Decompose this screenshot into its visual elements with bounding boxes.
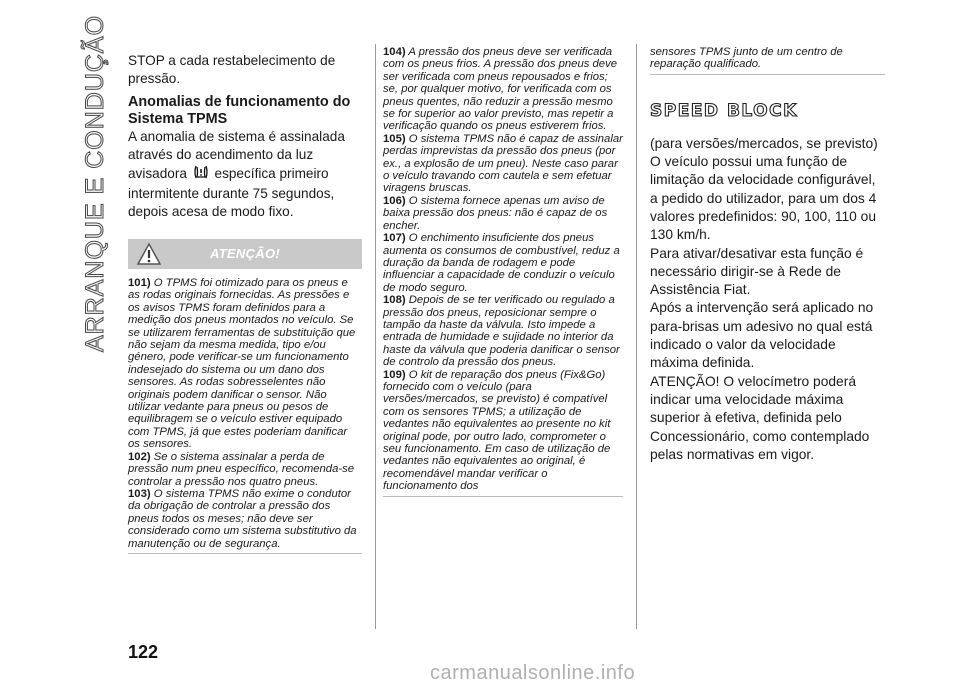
column-divider-1: [375, 44, 376, 629]
warning-notes-end: [650, 44, 885, 75]
speed-block-paragraph-1: (para versões/mercados, se previsto): [650, 135, 878, 151]
warning-note-108: 108) Depois de se ter verificado ou regulado a pressão dos pneus, reposicionar sempre o tampão da haste da válvula. Isto impede a entrada de humidade e sujidade no interior da haste da válvula que poderia danificar o sensor de controlo da pressão dos pneus.: [383, 294, 620, 369]
chapter-side-title: ARRANQUE E CONDUÇÃO: [81, 14, 110, 352]
column-3: [650, 44, 885, 464]
speed-block-paragraph-4: Após a intervenção será aplicado no para-brisas um adesivo no qual está indicado o valor da velocidade máxima definida.: [650, 300, 874, 371]
column-2: [383, 44, 623, 497]
intro-text: STOP a cada restabelecimento de pressão.: [128, 53, 336, 86]
warning-note-109-continued: sensores TPMS junto de um centro de reparação qualificado.: [650, 46, 843, 71]
warning-header: [128, 239, 362, 269]
watermark: carmanualsonline.info: [430, 662, 636, 684]
section-heading-line-2: Sistema TPMS: [128, 111, 228, 127]
warning-note-109: 109) O kit de reparação dos pneus (Fix&Go) fornecido com o veículo (para versões/mercados, se previsto) é compatível com os sensores TPMS; a utilização de vedantes não equivalentes ao presente no kit original pode, por outro lado, comprometer o seu funcionamento. Em caso de utilização de vedantes não equivalentes ao original, é recomendável mandar verificar o funcionamento dos: [383, 368, 611, 493]
anomaly-text-a: A anomalia de sistema é assinalada através do acendimento da luz avisadora: [128, 129, 345, 181]
warning-note-104: 104) A pressão dos pneus deve ser verificada com os pneus frios. A pressão dos pneus deve ser verificada com pneus repousados e frios; se, por qualquer motivo, for verificada com os pneus quentes, não reduzir a pressão mesmo se for superior ao valor previsto, mas repetir a verificação quando os pneus estiverem frios.: [383, 46, 618, 133]
section-heading-line-1: Anomalias de funcionamento do: [128, 94, 351, 110]
warning-title: ATENÇÃO!: [209, 246, 281, 261]
warning-notes: [128, 269, 362, 554]
warning-notes-continued: [383, 44, 623, 497]
speed-block-paragraph-2: O veículo possui uma função de limitação da velocidade configurável, a pedido do utilizador, para um dos 4 valores predefinidos: 90, 100, 110 ou 130 km/h.: [650, 154, 877, 243]
speed-block-paragraph-5: ATENÇÃO! O velocímetro poderá indicar uma velocidade máxima superior à efetiva, definida pelo Concessionário, como contemplado pelas normativas em vigor.: [650, 373, 870, 462]
page-number: 122: [128, 642, 159, 662]
warning-note-107: 107) O enchimento insuficiente dos pneus aumenta os consumos de combustível, reduz a duração da banda de rodagem e pode influenciar a capacidade de conduzir o veículo de modo seguro.: [383, 232, 620, 294]
column-1: [128, 52, 362, 554]
column-divider-2: [636, 44, 637, 629]
anomaly-paragraph: [128, 128, 362, 221]
tpms-warning-light-icon: [193, 164, 209, 185]
warning-box: [128, 239, 362, 554]
warning-note-106: 106) O sistema fornece apenas um aviso de baixa pressão dos pneus: não é capaz de os encher.: [383, 194, 608, 232]
warning-note-105: 105) O sistema TPMS não é capaz de assinalar perdas imprevistas da pressão dos pneus (por ex., a explosão de um pneu). Neste caso parar o veículo travando com cautela e sem efetuar viragens bruscas.: [383, 132, 623, 195]
warning-note-101: 101) O TPMS foi otimizado para os pneus e as rodas originais fornecidas. As pressões e os avisos TPMS foram definidos para a medição dos pneus montados no veículo. Se se utilizarem ferramentas de substituição que não sejam da mesma medida, tipo e/ou género, pode verificar-se um funcionamento indesejado do sistema ou um dano dos sensores. As rodas sobresselentes não originais podem danificar o sensor. Não utilizar vedante para pneus ou pesos de equilibragem se o veículo estiver equipado com TPMS, já que estes poderiam danificar os sensores.: [128, 277, 356, 451]
anomaly-text-b: específica primeiro intermitente durante 75 segundos, depois acesa de modo fixo.: [128, 166, 335, 219]
warning-note-103: 103) O sistema TPMS não exime o condutor da obrigação de controlar a pressão dos pneus todos os meses; não deve ser considerado como um sistema substitutivo da manutenção ou de segurança.: [128, 487, 357, 550]
speed-block-title: SPEED BLOCK: [650, 100, 798, 121]
speed-block-paragraph-3: Para ativar/desativar esta função é necessário dirigir-se à Rede de Assistência Fiat.: [650, 245, 864, 298]
warning-note-102: 102) Se o sistema assinalar a perda de pressão num pneu específico, recomenda-se controlar a pressão nos quatro pneus.: [128, 450, 355, 488]
